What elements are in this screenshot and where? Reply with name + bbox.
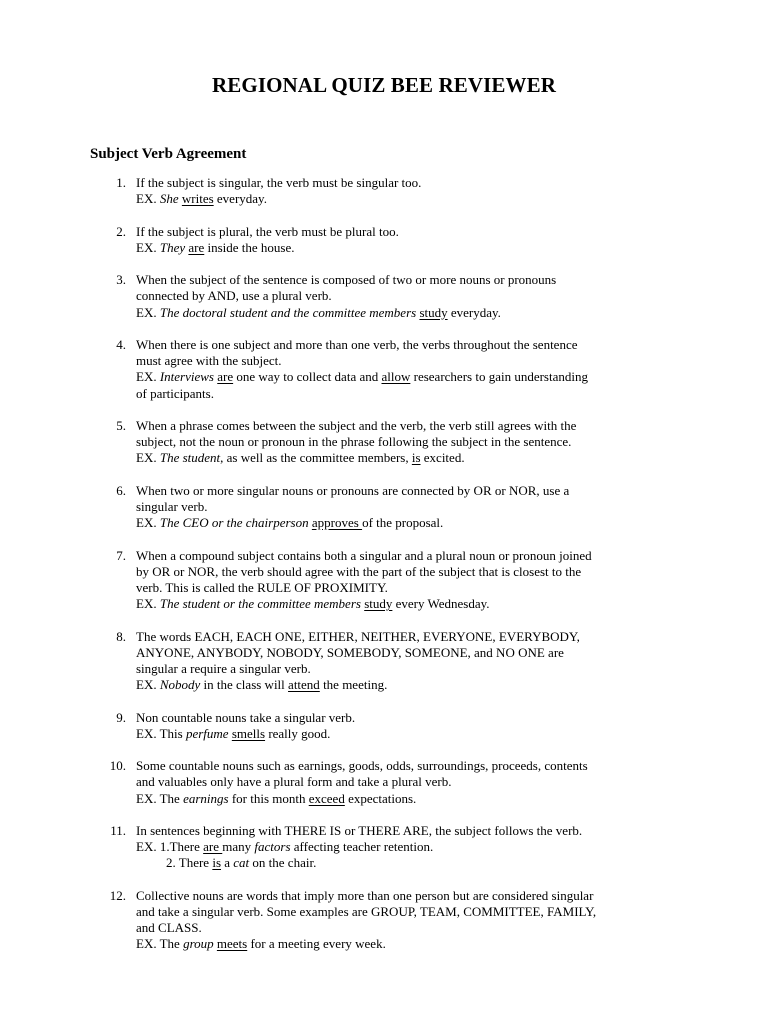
rule-text-line: and valuables only have a plural form and take a plural verb. [136,774,452,790]
example-subject: The student [159,450,221,466]
rule-text-line: When a compound subject contains both a singular and a plural noun or pronoun joined [136,547,592,563]
rule-text-line: by OR or NOR, the verb should agree with the part of the subject that is closest to the [136,563,582,579]
example-verb: attend [288,677,320,693]
example-line [136,596,681,612]
example-verb: are [203,839,223,855]
example-text: EX. The [136,790,184,806]
example-line [136,677,681,693]
example-text: EX. [136,450,160,466]
list-item [0,418,768,467]
list-item-number: 1. [116,175,126,190]
example-subject: She [159,191,179,207]
example-subject: cat [233,855,250,871]
example-text: of the proposal. [362,515,444,531]
example-verb: allow [381,369,411,385]
list-item-body [136,175,681,207]
list-item-number: 12. [109,887,126,903]
example-text: really good. [265,725,331,741]
example-text: EX. [136,515,160,531]
list-item-number: 2. [116,223,126,239]
list-item [0,710,768,742]
example-verb: writes [181,191,214,207]
example-line [136,515,681,531]
list-item-number: 4. [116,336,126,352]
rule-text-line: The words EACH, EACH ONE, EITHER, NEITHER, EVERYONE, EVERYBODY, [136,628,580,644]
example-text: every Wednesday. [392,596,490,612]
rule-text-line: and take a singular verb. Some examples are GROUP, TEAM, COMMITTEE, FAMILY, [136,903,597,919]
rule-text-line: When a phrase comes between the subject and the verb, the verb still agrees with the [136,417,577,433]
example-text: excited. [420,450,465,466]
example-subject: Nobody [159,677,201,693]
example-text: everyday. [213,191,267,207]
list-item-number: 8. [116,628,126,644]
example-verb: is [212,855,221,871]
list-item-number: 11. [110,822,126,838]
example-line [136,450,681,466]
example-verb: study [419,304,448,320]
rule-text-line: In sentences beginning with THERE IS or THERE ARE, the subject follows the verb. [136,822,583,838]
rule-list [0,175,768,969]
example-text: a [221,855,234,871]
rule-text-line: Some countable nouns such as earnings, goods, odds, surroundings, proceeds, contents [136,758,588,774]
rule-text-line: must agree with the subject. [136,353,282,369]
list-item [0,548,768,613]
example-line [136,386,681,402]
list-item-body [136,483,681,532]
page-title: REGIONAL QUIZ BEE REVIEWER [212,73,556,97]
example-text: EX. [136,369,160,385]
example-subject: The CEO or the chairperson [159,515,309,531]
example-text: many [222,839,255,855]
list-item-body [136,888,681,953]
list-item-body [136,272,681,321]
list-item [0,175,768,207]
example-line [136,369,681,385]
example-verb: is [411,450,421,466]
list-item-body [136,629,681,694]
example-text: 2. There [166,855,213,871]
example-line [136,191,681,207]
rule-text-line: verb. This is called the RULE OF PROXIMITY. [136,579,388,595]
list-item-body [136,418,681,467]
example-text: EX. [136,596,160,612]
list-item-number: 6. [116,482,126,498]
example-text: , as well as the committee members, [220,450,412,466]
example-text: EX. [136,304,160,320]
list-item-number: 10. [109,758,126,774]
example-text: of participants. [136,385,214,401]
example-line [136,726,681,742]
list-item-number: 3. [116,272,126,288]
list-item [0,758,768,807]
list-item-body [136,548,681,613]
section-heading: Subject Verb Agreement [90,146,247,162]
list-item-body [136,758,681,807]
example-text: EX. The [136,936,184,952]
example-subject: perfume [185,725,229,741]
example-subject: group [183,936,214,952]
example-text: EX. [136,239,160,255]
example-verb: are [188,239,205,255]
example-text: EX. 1.There [136,839,204,855]
list-item-body [136,224,681,256]
example-line [136,936,681,952]
example-subject: The doctoral student and the committee members [159,304,417,320]
list-item [0,888,768,953]
example-text: on the chair. [249,855,317,871]
list-item [0,337,768,402]
list-item-number: 9. [116,709,126,725]
list-item [0,224,768,256]
list-item [0,272,768,321]
example-verb: smells [231,725,266,741]
example-verb: meets [216,936,248,952]
example-text: for this month [228,790,309,806]
example-verb: approves [311,515,363,531]
example-subject: Interviews [159,369,214,385]
example-text: expectations. [344,790,417,806]
rule-text-line: If the subject is singular, the verb must be singular too. [136,175,422,190]
list-item [0,823,768,872]
list-item-body [136,337,681,402]
example-text: one way to collect data and [233,369,382,385]
example-text: everyday. [447,304,501,320]
example-line [136,791,681,807]
example-text: the meeting. [319,677,388,693]
example-verb: exceed [308,790,345,806]
list-item [0,483,768,532]
rule-text-line: When two or more singular nouns or pronouns are connected by OR or NOR, use a [136,482,570,498]
rule-text-line: Collective nouns are words that imply more than one person but are considered singular [136,887,594,903]
rule-text-line: ANYONE, ANYBODY, NOBODY, SOMEBODY, SOMEONE, and NO ONE are [136,644,564,660]
example-verb: are [217,369,234,385]
example-line [136,839,681,855]
example-text: inside the house. [204,239,295,255]
example-text: EX. [136,191,160,207]
list-item [0,629,768,694]
example-subject: factors [254,839,291,855]
rule-text-line: singular verb. [136,498,208,514]
rule-text-line: Non countable nouns take a singular verb. [136,709,356,725]
rule-text-line: If the subject is plural, the verb must be plural too. [136,223,399,239]
example-subject: The student or the committee members [159,596,361,612]
example-text: in the class will [200,677,289,693]
example-line [136,305,681,321]
example-line [136,855,681,871]
example-line [136,240,681,256]
rule-text-line: subject, not the noun or pronoun in the phrase following the subject in the sentence. [136,434,572,450]
example-text: for a meeting every week. [247,936,386,952]
rule-text-line: singular a require a singular verb. [136,660,311,676]
example-subject: They [159,239,186,255]
rule-text-line: When the subject of the sentence is composed of two or more nouns or pronouns [136,272,557,288]
rule-text-line: and CLASS. [136,920,202,936]
rule-text-line: When there is one subject and more than one verb, the verbs throughout the sentence [136,336,578,352]
example-text: researchers to gain understanding [410,369,588,385]
list-item-body [136,710,681,742]
rule-text-line: connected by AND, use a plural verb. [136,288,332,304]
example-subject: earnings [183,790,229,806]
example-text: EX. This [136,725,186,741]
example-verb: study [364,596,393,612]
example-text: EX. [136,677,160,693]
list-item-body [136,823,681,872]
list-item-number: 7. [116,547,126,563]
list-item-number: 5. [116,417,126,433]
example-text: affecting teacher retention. [290,839,434,855]
